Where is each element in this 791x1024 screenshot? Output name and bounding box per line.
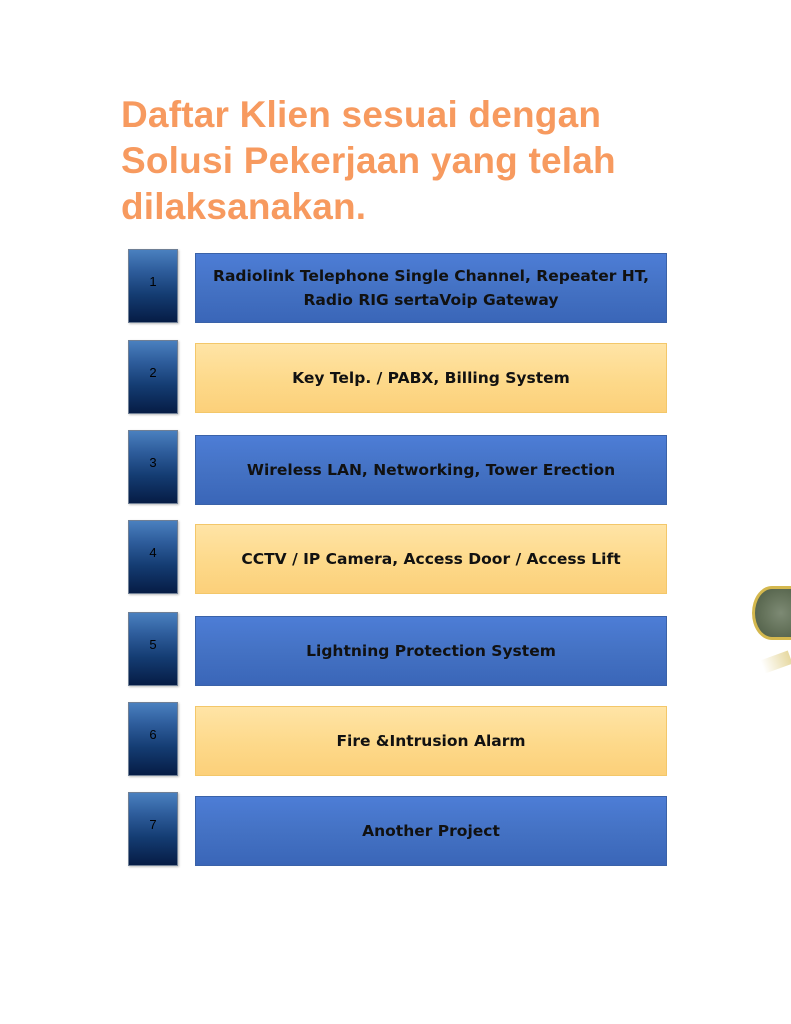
page-title: Daftar Klien sesuai dengan Solusi Pekerjaan yang telah dilaksanakan. <box>121 94 616 227</box>
emblem-logo-icon <box>752 586 791 640</box>
item-number-5: 5 <box>128 612 178 686</box>
item-label-4: CCTV / IP Camera, Access Door / Access Lift <box>195 524 667 594</box>
item-number-7: 7 <box>128 792 178 866</box>
item-number-1: 1 <box>128 249 178 323</box>
item-label-2: Key Telp. / PABX, Billing System <box>195 343 667 413</box>
item-number-3: 3 <box>128 430 178 504</box>
item-label-3: Wireless LAN, Networking, Tower Erection <box>195 435 667 505</box>
item-label-6: Fire &Intrusion Alarm <box>195 706 667 776</box>
item-label-1: Radiolink Telephone Single Channel, Repeater HT, Radio RIG sertaVoip Gateway <box>195 253 667 323</box>
item-label-5: Lightning Protection System <box>195 616 667 686</box>
item-number-2: 2 <box>128 340 178 414</box>
item-number-6: 6 <box>128 702 178 776</box>
item-number-4: 4 <box>128 520 178 594</box>
item-label-7: Another Project <box>195 796 667 866</box>
